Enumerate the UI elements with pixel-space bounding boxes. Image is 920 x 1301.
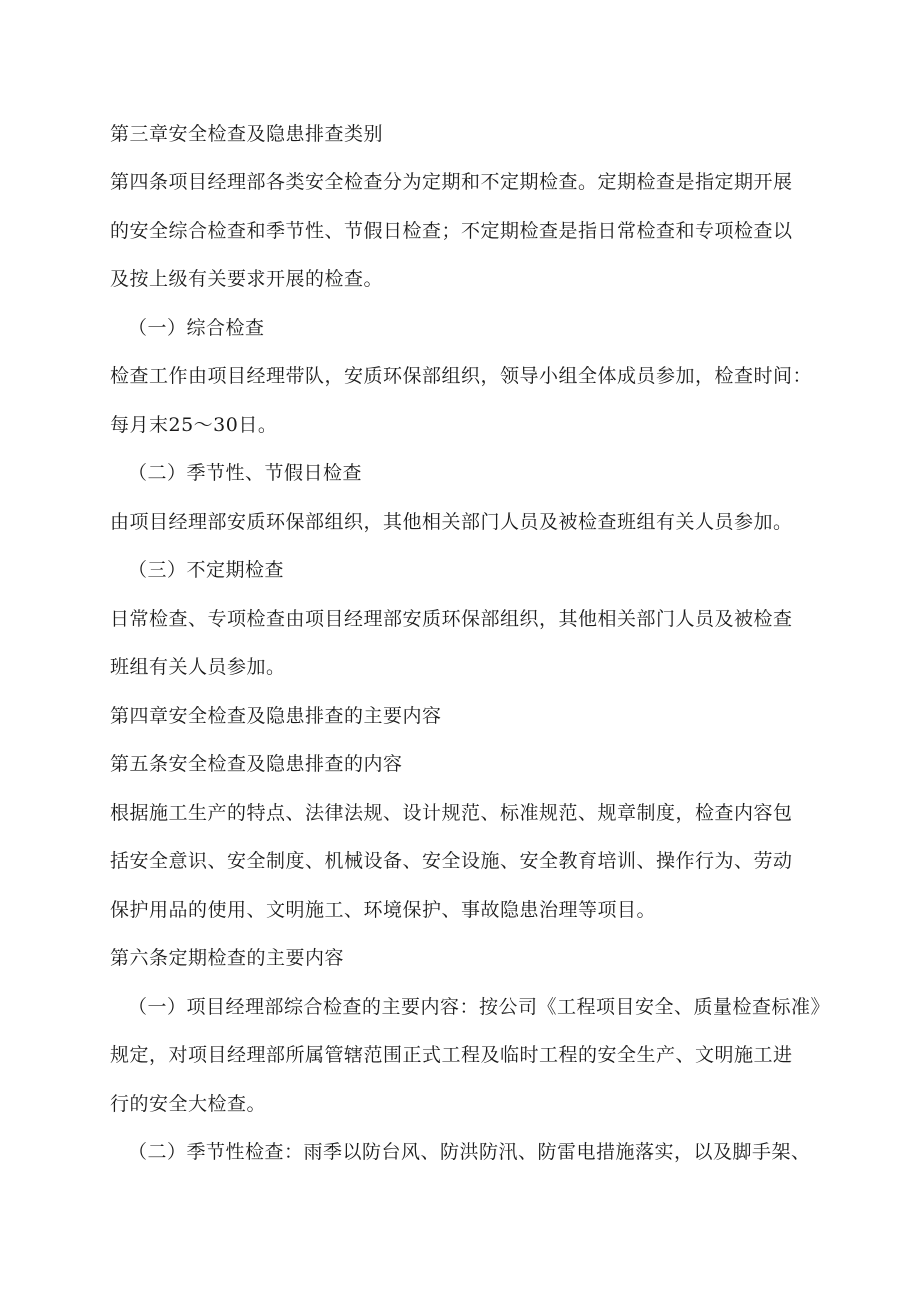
section-comprehensive-check-heading: （一）综合检查 <box>128 317 265 339</box>
article-6-heading: 第六条定期检查的主要内容 <box>110 947 345 969</box>
comprehensive-check-line-2: 每月末25～30日。 <box>110 414 278 436</box>
chapter-3-heading: 第三章安全检查及隐患排查类别 <box>110 123 384 145</box>
article-5-line-2: 括安全意识、安全制度、机械设备、安全设施、安全教育培训、操作行为、劳动 <box>110 850 793 872</box>
seasonal-check-line-1: 由项目经理部安质环保部组织，其他相关部门人员及被检查班组有关人员参加。 <box>110 511 793 533</box>
section-irregular-check-heading: （三）不定期检查 <box>128 559 285 581</box>
article-4-line-2: 的安全综合检查和季节性、节假日检查；不定期检查是指日常检查和专项检查以 <box>110 220 793 242</box>
article-5-line-3: 保护用品的使用、文明施工、环境保护、事故隐患治理等项目。 <box>110 899 657 921</box>
article-4-line-3: 及按上级有关要求开展的检查。 <box>110 268 384 290</box>
section-seasonal-check-heading: （二）季节性、节假日检查 <box>128 462 363 484</box>
article-6-item-1-line-1: （一）项目经理部综合检查的主要内容：按公司《工程项目安全、质量检查标准》 <box>128 996 831 1018</box>
irregular-check-line-2: 班组有关人员参加。 <box>110 656 286 678</box>
comprehensive-check-line-1: 检查工作由项目经理带队，安质环保部组织，领导小组全体成员参加，检查时间： <box>110 365 813 387</box>
chapter-4-heading: 第四章安全检查及隐患排查的主要内容 <box>110 705 442 727</box>
article-5-line-1: 根据施工生产的特点、法律法规、设计规范、标准规范、规章制度，检查内容包 <box>110 802 793 824</box>
irregular-check-line-1: 日常检查、专项检查由项目经理部安质环保部组织，其他相关部门人员及被检查 <box>110 608 793 630</box>
article-5-heading: 第五条安全检查及隐患排查的内容 <box>110 753 403 775</box>
article-4-line-1: 第四条项目经理部各类安全检查分为定期和不定期检查。定期检查是指定期开展 <box>110 171 793 193</box>
article-6-item-1-line-2: 规定，对项目经理部所属管辖范围正式工程及临时工程的安全生产、文明施工进 <box>110 1044 793 1066</box>
article-6-item-1-line-3: 行的安全大检查。 <box>110 1093 267 1115</box>
article-6-item-2-line-1: （二）季节性检查：雨季以防台风、防洪防汛、防雷电措施落实，以及脚手架、 <box>128 1141 811 1163</box>
